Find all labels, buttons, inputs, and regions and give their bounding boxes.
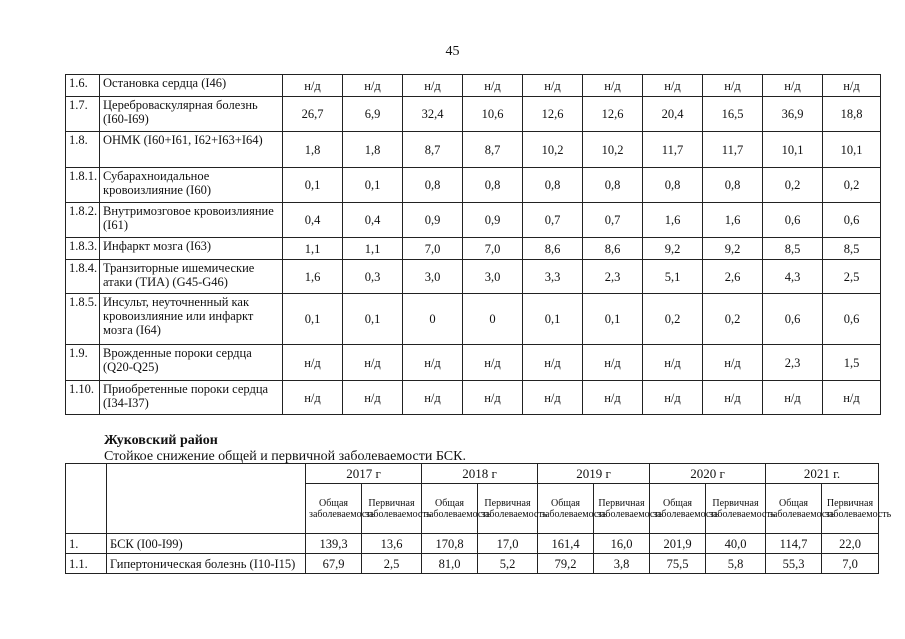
table-row <box>66 260 881 294</box>
header-empty-name <box>107 464 306 534</box>
row-code: 1. <box>66 534 107 554</box>
value-cell: н/д <box>643 345 703 381</box>
value-cell: 0,3 <box>343 260 403 294</box>
value-cell: 16,5 <box>703 97 763 132</box>
value-cell: 0,1 <box>583 294 643 345</box>
value-cell: 139,3 <box>306 534 362 554</box>
value-cell: 1,5 <box>823 345 881 381</box>
row-code: 1.8.3. <box>66 238 100 260</box>
value-cell: 0,6 <box>763 294 823 345</box>
value-cell: 4,3 <box>763 260 823 294</box>
table-row <box>66 294 881 345</box>
value-cell: 6,9 <box>343 97 403 132</box>
value-cell: 1,1 <box>343 238 403 260</box>
row-code: 1.7. <box>66 97 100 132</box>
value-cell: 9,2 <box>643 238 703 260</box>
table-row <box>66 381 881 415</box>
value-cell: 0,8 <box>463 168 523 203</box>
value-cell: 10,2 <box>523 132 583 168</box>
value-cell: 0,8 <box>643 168 703 203</box>
value-cell: 12,6 <box>523 97 583 132</box>
row-name: Врожденные пороки сердца (Q20-Q25) <box>100 345 283 381</box>
value-cell: 1,6 <box>703 203 763 238</box>
row-name: ОНМК (I60+I61, I62+I63+I64) <box>100 132 283 168</box>
value-cell: 3,0 <box>403 260 463 294</box>
value-cell: 0,4 <box>283 203 343 238</box>
general-morbidity-header: Общая заболеваемость <box>422 484 478 534</box>
value-cell: 0,1 <box>343 294 403 345</box>
value-cell: 9,2 <box>703 238 763 260</box>
value-cell: 8,6 <box>523 238 583 260</box>
value-cell: н/д <box>463 345 523 381</box>
value-cell: 81,0 <box>422 554 478 574</box>
value-cell: 8,5 <box>763 238 823 260</box>
table-row <box>66 97 881 132</box>
value-cell: 1,8 <box>343 132 403 168</box>
value-cell: 0,2 <box>823 168 881 203</box>
value-cell: 170,8 <box>422 534 478 554</box>
value-cell: 0,2 <box>703 294 763 345</box>
value-cell: 7,0 <box>463 238 523 260</box>
value-cell: 32,4 <box>403 97 463 132</box>
value-cell: н/д <box>703 75 763 97</box>
row-name: Гипертоническая болезнь (I10-I15) <box>107 554 306 574</box>
value-cell: н/д <box>283 75 343 97</box>
row-code: 1.8.5. <box>66 294 100 345</box>
table-row <box>66 132 881 168</box>
value-cell: 17,0 <box>478 534 538 554</box>
section-subtitle: Стойкое снижение общей и первичной заболеваемости БСК. <box>104 449 466 464</box>
value-cell: 79,2 <box>538 554 594 574</box>
value-cell: 22,0 <box>822 534 879 554</box>
value-cell: 40,0 <box>706 534 766 554</box>
primary-morbidity-header: Первичная заболеваемость <box>706 484 766 534</box>
page-number: 45 <box>445 44 460 59</box>
value-cell: 201,9 <box>650 534 706 554</box>
year-header: 2021 г. <box>766 464 879 484</box>
primary-morbidity-header: Первичная заболеваемость <box>362 484 422 534</box>
value-cell: 2,5 <box>362 554 422 574</box>
value-cell: н/д <box>343 345 403 381</box>
value-cell: 75,5 <box>650 554 706 574</box>
value-cell: 1,6 <box>283 260 343 294</box>
value-cell: 10,1 <box>763 132 823 168</box>
value-cell: 0,8 <box>703 168 763 203</box>
value-cell: н/д <box>403 381 463 415</box>
value-cell: н/д <box>823 75 881 97</box>
value-cell: 0,7 <box>583 203 643 238</box>
value-cell: 0 <box>463 294 523 345</box>
row-name: Внутримозговое кровоизлияние (I61) <box>100 203 283 238</box>
value-cell: н/д <box>643 75 703 97</box>
value-cell: 0,2 <box>643 294 703 345</box>
header-empty-code <box>66 464 107 534</box>
year-header: 2019 г <box>538 464 650 484</box>
district-table <box>65 463 892 574</box>
row-name: Субарахноидальное кровоизлияние (I60) <box>100 168 283 203</box>
value-cell: 3,0 <box>463 260 523 294</box>
general-morbidity-header: Общая заболеваемость <box>538 484 594 534</box>
value-cell: 161,4 <box>538 534 594 554</box>
value-cell: 10,2 <box>583 132 643 168</box>
value-cell: 0,1 <box>343 168 403 203</box>
diseases-table <box>65 74 881 415</box>
value-cell: 0,1 <box>283 168 343 203</box>
value-cell: н/д <box>583 381 643 415</box>
value-cell: 0,6 <box>823 203 881 238</box>
value-cell: н/д <box>343 381 403 415</box>
year-header: 2018 г <box>422 464 538 484</box>
value-cell: 55,3 <box>766 554 822 574</box>
value-cell: н/д <box>703 345 763 381</box>
table-row <box>66 238 881 260</box>
value-cell: 0,8 <box>583 168 643 203</box>
value-cell: н/д <box>463 381 523 415</box>
row-name: БСК (I00-I99) <box>107 534 306 554</box>
year-header: 2017 г <box>306 464 422 484</box>
value-cell: 0,2 <box>763 168 823 203</box>
value-cell: 11,7 <box>703 132 763 168</box>
row-code: 1.1. <box>66 554 107 574</box>
general-morbidity-header: Общая заболеваемость <box>766 484 822 534</box>
row-code: 1.8.2. <box>66 203 100 238</box>
value-cell: 7,0 <box>822 554 879 574</box>
value-cell: 11,7 <box>643 132 703 168</box>
table-row <box>66 534 879 554</box>
row-code: 1.8.1. <box>66 168 100 203</box>
value-cell: 10,1 <box>823 132 881 168</box>
value-cell: 26,7 <box>283 97 343 132</box>
row-name: Остановка сердца (I46) <box>100 75 283 97</box>
value-cell: н/д <box>823 381 881 415</box>
value-cell: 0,8 <box>523 168 583 203</box>
row-name: Инфаркт мозга (I63) <box>100 238 283 260</box>
general-morbidity-header: Общая заболеваемость <box>650 484 706 534</box>
year-header: 2020 г <box>650 464 766 484</box>
primary-morbidity-header: Первичная заболеваемость <box>594 484 650 534</box>
row-name: Цереброваскулярная болезнь (I60-I69) <box>100 97 283 132</box>
value-cell: 8,7 <box>403 132 463 168</box>
value-cell: н/д <box>763 75 823 97</box>
value-cell: н/д <box>703 381 763 415</box>
value-cell: 5,1 <box>643 260 703 294</box>
value-cell: 2,6 <box>703 260 763 294</box>
table-row <box>66 75 881 97</box>
row-code: 1.6. <box>66 75 100 97</box>
value-cell: н/д <box>523 345 583 381</box>
value-cell: 36,9 <box>763 97 823 132</box>
value-cell: н/д <box>403 75 463 97</box>
row-name: Транзиторные ишемические атаки (ТИА) (G45-G46) <box>100 260 283 294</box>
value-cell: 114,7 <box>766 534 822 554</box>
value-cell: н/д <box>463 75 523 97</box>
value-cell: 16,0 <box>594 534 650 554</box>
value-cell: н/д <box>283 381 343 415</box>
table-row <box>66 203 881 238</box>
primary-morbidity-header: Первичная заболеваемость <box>478 484 538 534</box>
value-cell: 8,5 <box>823 238 881 260</box>
row-name: Приобретенные пороки сердца (I34-I37) <box>100 381 283 415</box>
value-cell: 2,3 <box>583 260 643 294</box>
value-cell: 0,1 <box>523 294 583 345</box>
value-cell: 3,8 <box>594 554 650 574</box>
value-cell: н/д <box>583 75 643 97</box>
value-cell: 0,6 <box>823 294 881 345</box>
value-cell: 1,1 <box>283 238 343 260</box>
table-row <box>66 345 881 381</box>
value-cell: 67,9 <box>306 554 362 574</box>
year-header-row <box>66 464 879 484</box>
primary-morbidity-header: Первичная заболеваемость <box>822 484 879 534</box>
value-cell: 1,8 <box>283 132 343 168</box>
row-code: 1.10. <box>66 381 100 415</box>
value-cell: 8,7 <box>463 132 523 168</box>
table-row <box>66 168 881 203</box>
value-cell: 5,8 <box>706 554 766 574</box>
value-cell: 18,8 <box>823 97 881 132</box>
value-cell: 0,1 <box>283 294 343 345</box>
value-cell: н/д <box>763 381 823 415</box>
value-cell: н/д <box>283 345 343 381</box>
value-cell: н/д <box>523 381 583 415</box>
value-cell: 3,3 <box>523 260 583 294</box>
general-morbidity-header: Общая заболеваемость <box>306 484 362 534</box>
value-cell: 10,6 <box>463 97 523 132</box>
value-cell: 5,2 <box>478 554 538 574</box>
value-cell: 0,6 <box>763 203 823 238</box>
table-row <box>66 554 879 574</box>
value-cell: 0,7 <box>523 203 583 238</box>
value-cell: 0 <box>403 294 463 345</box>
value-cell: н/д <box>343 75 403 97</box>
section-title: Жуковский район <box>104 433 218 448</box>
row-name: Инсульт, неуточненный как кровоизлияние или инфаркт мозга (I64) <box>100 294 283 345</box>
value-cell: 1,6 <box>643 203 703 238</box>
row-code: 1.8. <box>66 132 100 168</box>
value-cell: 8,6 <box>583 238 643 260</box>
row-code: 1.9. <box>66 345 100 381</box>
value-cell: 13,6 <box>362 534 422 554</box>
value-cell: 20,4 <box>643 97 703 132</box>
value-cell: 12,6 <box>583 97 643 132</box>
value-cell: н/д <box>523 75 583 97</box>
value-cell: 0,9 <box>403 203 463 238</box>
value-cell: 0,9 <box>463 203 523 238</box>
section-heading <box>104 433 466 465</box>
value-cell: н/д <box>403 345 463 381</box>
value-cell: 0,4 <box>343 203 403 238</box>
value-cell: н/д <box>583 345 643 381</box>
value-cell: н/д <box>643 381 703 415</box>
row-code: 1.8.4. <box>66 260 100 294</box>
value-cell: 2,5 <box>823 260 881 294</box>
value-cell: 7,0 <box>403 238 463 260</box>
value-cell: 0,8 <box>403 168 463 203</box>
value-cell: 2,3 <box>763 345 823 381</box>
